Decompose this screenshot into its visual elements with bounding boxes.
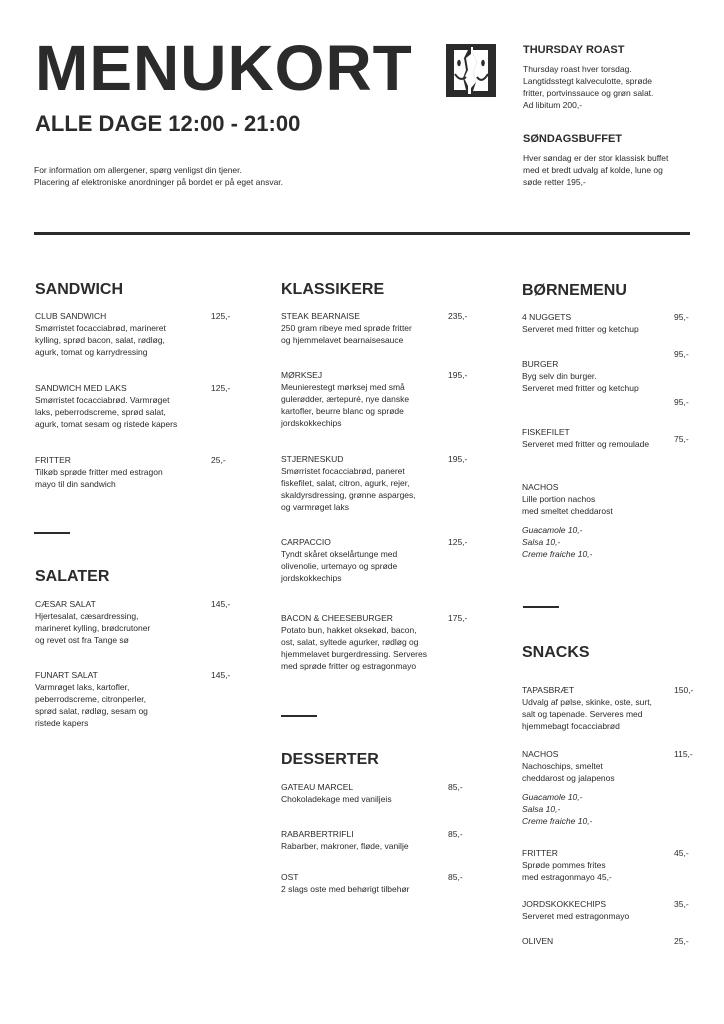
section-divider (523, 606, 559, 608)
device-info: Placering af elektroniske anordninger på bordet er på eget ansvar. (34, 177, 284, 187)
item-name: MØRKSEJ (281, 370, 323, 380)
thursday-roast-block (523, 44, 691, 111)
item-desc: med estragonmayo 45,- (522, 872, 612, 882)
item-extra: Salsa 10,- (522, 537, 561, 547)
item-extra: Creme fraiche 10,- (522, 816, 593, 826)
item-price: 175,- (448, 613, 468, 623)
menu-item (281, 453, 471, 513)
item-desc: ost, salat, syltede agurker, rødløg og (281, 637, 419, 647)
item-desc: med smeltet cheddarost (522, 506, 613, 516)
item-name: CLUB SANDWICH (35, 311, 107, 321)
menu-item (35, 598, 235, 646)
item-desc: mayo til din sandwich (35, 479, 116, 489)
section-title-klassikere: KLASSIKERE (281, 281, 385, 298)
item-desc: Lille portion nachos (522, 494, 596, 504)
section-divider (34, 532, 70, 534)
item-desc: laks, peberrodscreme, sprød salat, (35, 407, 166, 417)
item-desc: agurk, tomat sesam og ristede kapers (35, 419, 178, 429)
item-desc: Serveret med fritter og ketchup (522, 324, 639, 334)
item-desc: agurk, tomat og karrydressing (35, 347, 148, 357)
item-price: 85,- (448, 829, 463, 839)
menu-item (35, 382, 235, 430)
item-extra: Guacamole 10,- (522, 525, 583, 535)
menu-item (35, 669, 235, 729)
section-title-sandwich: SANDWICH (35, 281, 123, 298)
sunday-buffet-block (523, 133, 691, 188)
item-price: 45,- (674, 848, 689, 858)
item-desc: 2 slags oste med behørigt tilbehør (281, 884, 410, 894)
menu-item (522, 426, 692, 450)
item-price: 235,- (448, 311, 468, 321)
item-price: 150,- (674, 685, 694, 695)
item-desc: peberrodscreme, citronperler, (35, 694, 147, 704)
item-name: RABARBERTRIFLI (281, 829, 354, 839)
menu-item (281, 310, 471, 346)
item-name: BACON & CHEESEBURGER (281, 613, 393, 623)
item-desc: med sprøde fritter og estragonmayo (281, 661, 417, 671)
item-price: 25,- (211, 455, 226, 465)
menu-item (522, 935, 692, 947)
item-extra: Creme fraiche 10,- (522, 549, 593, 559)
item-desc: jordskokkechips (281, 418, 342, 428)
item-desc: ristede kapers (35, 718, 89, 728)
item-desc: og revet ost fra Tange sø (35, 635, 129, 645)
menu-item (522, 481, 692, 560)
item-desc: Byg selv din burger. (522, 371, 597, 381)
item-desc: olivenolie, urtemayo og sprøde (281, 561, 398, 571)
menu-item (522, 898, 692, 922)
item-desc: og hjemmelavet bearnaisesauce (281, 335, 404, 345)
menu-item (522, 684, 692, 732)
thursday-line: fritter, portvinssauce og grøn salat. (523, 88, 654, 99)
item-desc: marineret kylling, brødcrutoner (35, 623, 151, 633)
item-price: 195,- (448, 370, 468, 380)
item-desc: Smørristet focacciabrød, marineret (35, 323, 166, 333)
item-price: 95,- (674, 397, 689, 407)
item-desc: Tilkøb sprøde fritter med estragon (35, 467, 163, 477)
item-name: 4 NUGGETS (522, 312, 572, 322)
menu-item (522, 311, 692, 335)
sunday-line: søde retter 195,- (523, 177, 586, 188)
item-desc: Chokoladekage med vaniljeis (281, 794, 392, 804)
item-name: OST (281, 872, 299, 882)
item-price: 125,- (211, 383, 231, 393)
item-price: 85,- (448, 782, 463, 792)
item-desc: Rabarber, makroner, fløde, vanilje (281, 841, 409, 851)
item-desc: kartofler, beurre blanc og sprøde (281, 406, 404, 416)
menu-item (522, 748, 692, 827)
sunday-line: Hver søndag er der stor klassisk buffet (523, 153, 669, 164)
item-price: 125,- (211, 311, 231, 321)
thursday-line: Thursday roast hver torsdag. (523, 64, 632, 75)
smiling-face-logo-icon (446, 44, 496, 97)
menu-item (35, 454, 235, 490)
item-desc: Sprøde pommes frites (522, 860, 606, 870)
thursday-line: Ad libitum 200,- (523, 100, 583, 111)
menu-item (281, 871, 471, 895)
section-title-bornemenu: BØRNEMENU (522, 282, 627, 299)
item-price: 85,- (448, 872, 463, 882)
item-price: 35,- (674, 899, 689, 909)
menu-item (281, 781, 471, 805)
item-name: CARPACCIO (281, 537, 331, 547)
sunday-line: med et bredt udvalg af kolde, lune og (523, 165, 663, 176)
item-name: NACHOS (522, 749, 559, 759)
item-desc: cheddarost og jalapenos (522, 773, 615, 783)
item-desc: Serveret med fritter og ketchup (522, 383, 639, 393)
item-desc: skaldyrsdressing, grønne asparges, (281, 490, 416, 500)
item-name: STJERNESKUD (281, 454, 344, 464)
menu-item (281, 612, 471, 672)
item-name: CÆSAR SALAT (35, 599, 96, 609)
item-price: 195,- (448, 454, 468, 464)
item-desc: Potato bun, hakket oksekød, bacon, (281, 625, 417, 635)
item-name: SANDWICH MED LAKS (35, 383, 127, 393)
item-price: 115,- (674, 749, 693, 759)
item-name: STEAK BEARNAISE (281, 311, 360, 321)
item-price: 25,- (674, 936, 689, 946)
item-name: TAPASBRÆT (522, 685, 575, 695)
item-extra: Salsa 10,- (522, 804, 561, 814)
section-title-snacks: SNACKS (522, 644, 590, 661)
info-text (34, 164, 283, 188)
section-title-salater: SALATER (35, 568, 110, 585)
item-price: 95,- (674, 312, 689, 322)
item-desc: Varmrøget laks, kartofler, (35, 682, 130, 692)
item-desc: Meunierestegt mørksej med små (281, 382, 405, 392)
item-name: JORDSKOKKECHIPS (522, 899, 607, 909)
item-desc: kylling, sprød bacon, salat, rødløg, (35, 335, 165, 345)
item-extra: Guacamole 10,- (522, 792, 583, 802)
allergen-info: For information om allergener, spørg venligst din tjener. (34, 165, 242, 175)
item-name: FISKEFILET (522, 427, 570, 437)
item-price: 145,- (211, 670, 231, 680)
item-name: OLIVEN (522, 936, 554, 946)
item-desc: Hjertesalat, cæsardressing, (35, 611, 139, 621)
menu-item (281, 369, 471, 429)
item-desc: sprød salat, rødløg, sesam og (35, 706, 148, 716)
item-desc: fiskefilet, salat, citron, agurk, rejer, (281, 478, 410, 488)
item-desc: salt og tapenade. Serveres med (522, 709, 643, 719)
item-desc: Nachoschips, smeltet (522, 761, 603, 771)
item-desc: og varmrøget laks (281, 502, 350, 512)
thursday-line: Langtidsstegt kalveculotte, sprøde (523, 76, 652, 87)
menu-item (522, 847, 692, 883)
item-desc: gulerødder, ærtepuré, nye danske (281, 394, 410, 404)
item-desc: Smørristet focacciabrød, paneret (281, 466, 405, 476)
item-name: FRITTER (35, 455, 71, 465)
menu-item (281, 828, 471, 852)
item-desc: jordskokkechips (281, 573, 342, 583)
item-desc: Udvalg af pølse, skinke, oste, surt, (522, 697, 652, 707)
menu-item (522, 358, 692, 394)
section-divider (281, 715, 317, 717)
sunday-buffet-title: SØNDAGSBUFFET (523, 133, 622, 145)
item-desc: hjemmebagt focacciabrød (522, 721, 620, 731)
item-desc: Serveret med estragonmayo (522, 911, 630, 921)
item-desc: Smørristet focacciabrød. Varmrøget (35, 395, 170, 405)
opening-hours: ALLE DAGE 12:00 - 21:00 (35, 111, 301, 136)
item-desc: Serveret med fritter og remoulade (522, 439, 650, 449)
section-title-desserter: DESSERTER (281, 751, 379, 768)
item-price: 75,- (674, 434, 689, 444)
item-price: 125,- (448, 537, 468, 547)
item-price: 145,- (211, 599, 231, 609)
item-name: FRITTER (522, 848, 558, 858)
item-name: NACHOS (522, 482, 559, 492)
item-name: GATEAU MARCEL (281, 782, 354, 792)
header-divider (34, 232, 690, 235)
menu-title: MENUKORT (35, 32, 413, 104)
item-name: FUNART SALAT (35, 670, 98, 680)
menu-item (35, 310, 235, 358)
item-desc: hjemmelavet burgerdressing. Serveres (281, 649, 427, 659)
thursday-roast-title: THURSDAY ROAST (523, 44, 625, 56)
item-price: 95,- (674, 349, 689, 359)
item-name: BURGER (522, 359, 559, 369)
item-desc: 250 gram ribeye med sprøde fritter (281, 323, 412, 333)
item-desc: Tyndt skåret okselårtunge med (281, 549, 398, 559)
menu-item (281, 536, 471, 584)
